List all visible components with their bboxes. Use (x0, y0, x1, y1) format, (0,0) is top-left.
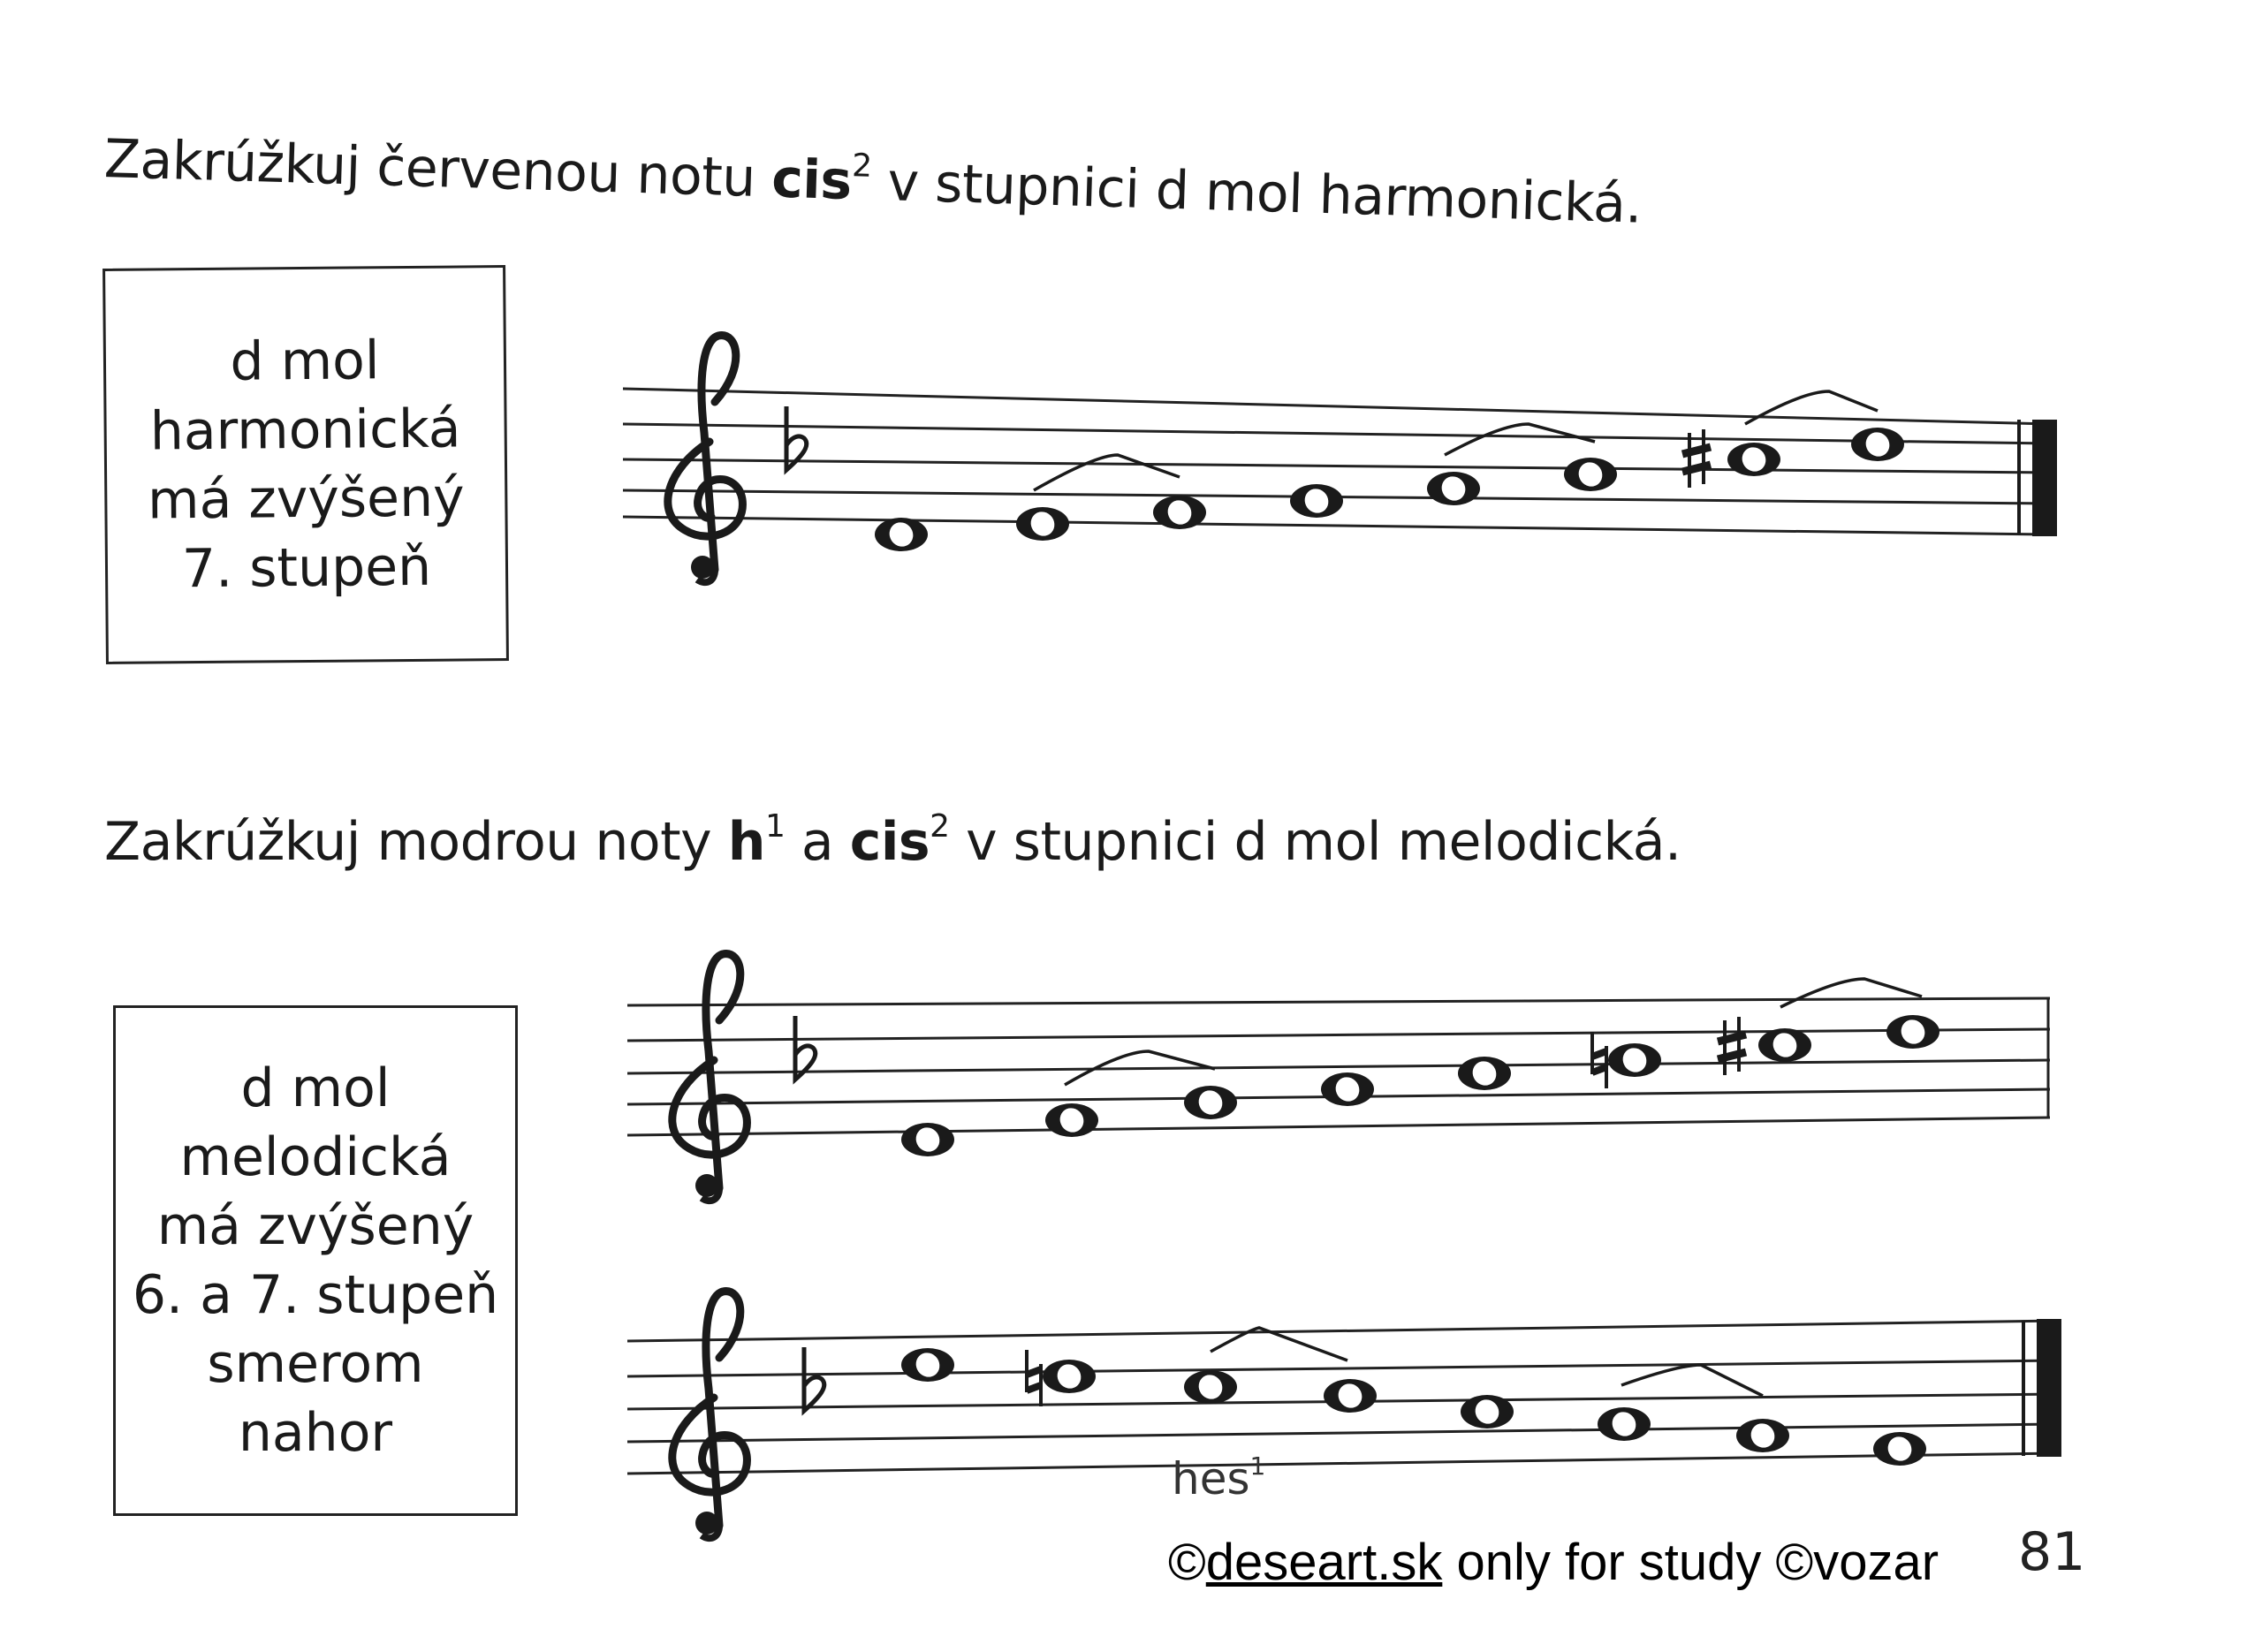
note-a1 (1427, 472, 1480, 505)
box-line: má zvýšený (156, 1195, 474, 1257)
flat-icon (795, 1016, 816, 1080)
box-line: smerom (207, 1333, 424, 1395)
note-h1 (1608, 1043, 1661, 1077)
note-e1 (1045, 1103, 1098, 1137)
half-step-mark (1621, 1365, 1763, 1396)
copyright-text: only for study ©vozar (1442, 1534, 1939, 1591)
note-e1 (1016, 507, 1069, 541)
treble-clef-icon (672, 954, 748, 1201)
staff-melodic-down (627, 1292, 2061, 1539)
octave-mark: 2 (930, 808, 950, 845)
box-line: harmonická (149, 398, 461, 463)
box-line: d mol (230, 330, 380, 393)
note-name: cis (849, 811, 930, 873)
natural-icon (1027, 1350, 1041, 1406)
box-line: má zvýšený (147, 466, 465, 532)
note-d2 (901, 1348, 954, 1382)
staff-melodic-up (627, 954, 2050, 1201)
note-b1 (1564, 458, 1617, 491)
note-name: h (727, 811, 765, 873)
note-d2 (1886, 1015, 1939, 1049)
box-line: 7. stupeň (181, 535, 432, 601)
half-step-mark (1780, 979, 1922, 1007)
instruction-text: v stupnici d mol melodická. (949, 811, 1681, 873)
treble-clef-icon (672, 1292, 748, 1539)
note-cis2 (1727, 443, 1780, 476)
note-g1 (1321, 1072, 1374, 1106)
note-f1 (1153, 496, 1206, 529)
final-barline (2032, 420, 2057, 536)
octave-mark: 2 (851, 148, 873, 185)
half-step-mark (1445, 424, 1595, 455)
note-f1 (1184, 1086, 1237, 1119)
page-number: 81 (2018, 1521, 2086, 1583)
staff-harmonic (623, 336, 2057, 583)
instruction-text: Zakrúžkuj modrou noty (104, 811, 728, 873)
note-d1 (1873, 1432, 1926, 1466)
copyright-symbol: © (1168, 1534, 1206, 1591)
note-label-text: hes (1172, 1453, 1250, 1504)
instruction-text: Zakrúžkuj červenou notu (102, 128, 773, 210)
copyright-link[interactable]: deseart.sk (1205, 1534, 1443, 1591)
note-f1 (1598, 1407, 1651, 1441)
flat-icon (804, 1347, 824, 1411)
box-line: d mol (240, 1057, 391, 1119)
note-c2 (1043, 1360, 1096, 1393)
box-line: 6. a 7. stupeň (132, 1264, 499, 1326)
half-step-mark (1034, 455, 1180, 490)
note-a1 (1458, 1057, 1511, 1090)
note-e1 (1736, 1419, 1789, 1452)
instruction-text: v stupnici d mol harmonická. (870, 150, 1643, 236)
final-barline (2037, 1319, 2061, 1457)
note-name: cis (770, 148, 853, 213)
note-d1 (901, 1123, 954, 1156)
octave-mark: 1 (764, 808, 786, 845)
note-d1 (875, 518, 928, 551)
natural-icon (1592, 1032, 1606, 1088)
note-g1 (1461, 1395, 1514, 1428)
note-g1 (1290, 484, 1343, 518)
note-d2 (1851, 428, 1904, 461)
note-label (1172, 1453, 1265, 1504)
box-line: nahor (238, 1402, 393, 1464)
copyright-notice (1168, 1533, 1939, 1592)
note-cis2 (1758, 1028, 1811, 1062)
note-a1 (1324, 1379, 1377, 1413)
sharp-icon (1718, 1017, 1746, 1075)
octave-mark: 1 (1249, 1451, 1266, 1481)
box-line: melodická (179, 1126, 452, 1188)
note-b1 (1184, 1370, 1237, 1404)
instruction-text: a (785, 811, 850, 873)
